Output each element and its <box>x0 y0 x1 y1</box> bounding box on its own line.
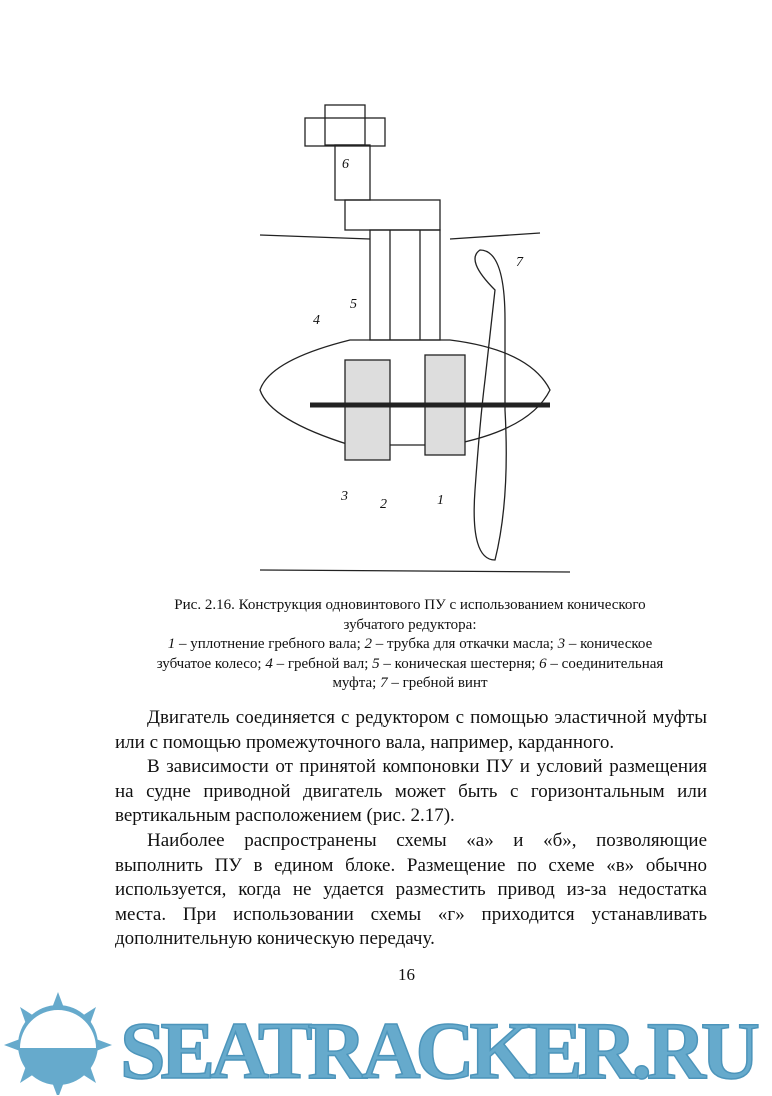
paragraph: Двигатель соединяется с редуктором с помощью эластичной муфты или с помощью промежуточного вала, например, карданного. <box>115 707 707 753</box>
label-4: 4 <box>313 313 320 328</box>
label-7: 7 <box>516 255 523 270</box>
caption-title: Рис. 2.16. Конструкция одновинтового ПУ с использованием конического зубчатого редуктора: <box>174 597 646 633</box>
legend-text: – гребной вал; <box>272 655 373 672</box>
paragraph: Наиболее распространены схемы «а» и «б», позволяющие выполнить ПУ в едином блоке. Размещение по схеме «в» обычно используется, когда не удается разместить привод из-за недостатка места. При использовании схемы «г» приходится устанавливать дополнительную коническую передачу. <box>115 829 707 950</box>
legend-text: – соединительная муфта; <box>332 655 664 691</box>
legend-num: 5 <box>372 655 380 672</box>
legend-text: – гребной винт <box>387 675 488 691</box>
page-number: 16 <box>398 965 415 984</box>
watermark-logo <box>0 990 772 1095</box>
legend-text: – коническое зубчатое колесо; <box>156 636 653 672</box>
label-2: 2 <box>380 497 387 512</box>
watermark-text: SEATRACKER.RU <box>120 1005 760 1095</box>
sun-icon <box>4 992 112 1095</box>
legend-text: – уплотнение гребного вала; <box>175 636 365 652</box>
figure-caption <box>150 596 670 694</box>
legend-num: 2 <box>364 636 372 652</box>
legend-num: 3 <box>557 636 566 652</box>
label-3: 3 <box>341 489 348 504</box>
legend-text: – трубка для откачки масла; <box>372 636 558 652</box>
reducer-drawing <box>250 90 580 580</box>
legend-text: – коническая шестерня; <box>379 655 540 672</box>
legend-num: 7 <box>380 675 388 691</box>
label-6: 6 <box>342 157 349 172</box>
caption-legend <box>150 635 670 694</box>
body-text <box>115 706 707 952</box>
legend-num: 1 <box>167 636 176 652</box>
legend-num: 6 <box>539 655 547 672</box>
label-5: 5 <box>350 297 357 312</box>
label-1: 1 <box>437 493 444 508</box>
legend-num: 4 <box>265 655 273 672</box>
paragraph: В зависимости от принятой компоновки ПУ и условий размещения на судне приводной двигатель может быть с горизонтальным или вертикальным расположением (рис. 2.17). <box>115 756 707 827</box>
